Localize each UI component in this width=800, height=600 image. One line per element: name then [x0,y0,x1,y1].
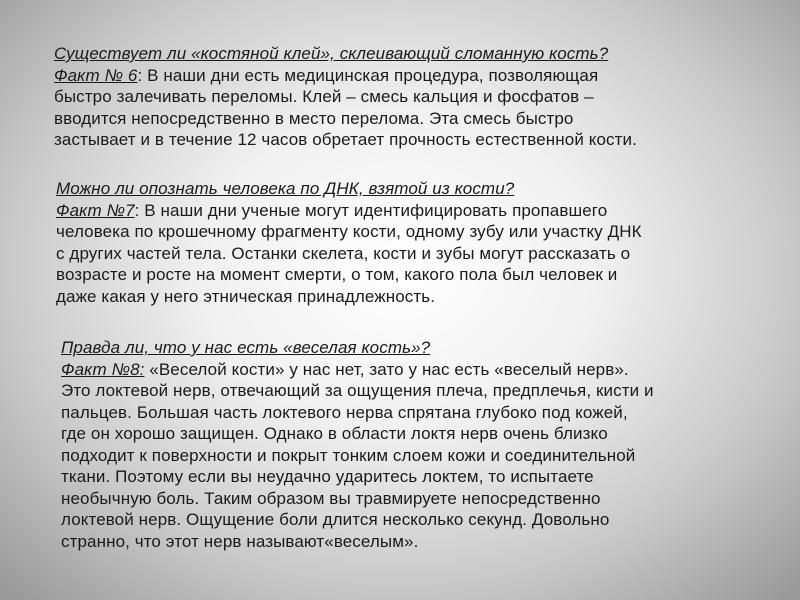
fact-6-line: вводится непосредственно в место перелома. Эта смесь быстро [54,108,574,128]
fact-8-first-text: «Веселой кости» у нас нет, зато у нас есть «веселый нерв». [144,359,629,379]
fact-8-line: где он хорошо защищен. Однако в области локтя нерв очень близко [61,424,608,443]
fact-7-line: с других частей тела. Останки скелета, кости и зубы могут рассказать о [56,243,631,263]
fact-7-question: Можно ли опознать человека по ДНК, взятой из кости? [56,179,515,198]
fact-6-first-text: : В наши дни есть медицинская процедура, позволяющая [137,65,599,85]
fact-8-line: странно, что этот нерв называют«веселым». [61,531,419,551]
fact-8-line: Это локтевой нерв, отвечающий за ощущения плеча, предплечья, кисти и [61,381,654,400]
fact-8-line: подходит к поверхности и покрыт тонким слоем кожи и соединительной [61,445,636,465]
fact-7-first-text: : В наши дни ученые могут идентифицировать пропавшего [134,200,608,220]
fact-6-line: застывает и в течение 12 часов обретает прочность естественной кости. [54,130,637,149]
fact-8-label: Факт №8: [61,359,145,379]
fact-7-first-line [56,200,746,222]
fact-6-block [54,43,744,151]
fact-8-first-line [61,359,751,381]
fact-8-line: локтевой нерв. Ощущение боли длится несколько секунд. Довольно [61,510,610,529]
fact-6-label: Факт № 6 [54,65,138,85]
fact-6-first-line [54,65,744,87]
fact-8-line: ткани. Поэтому если вы неудачно ударитесь локтем, то испытаете [61,467,594,486]
fact-8-block [61,337,751,552]
fact-6-line: быстро залечивать переломы. Клей – смесь кальция и фосфатов – [54,87,594,106]
fact-7-line: возрасте и росте на момент смерти, о том, какого пола был человек и [56,265,618,284]
fact-7-label: Факт №7 [56,200,135,220]
fact-7-line: даже какая у него этническая принадлежность. [56,286,436,306]
fact-7-block [56,178,746,307]
fact-7-line: человека по крошечному фрагменту кости, одному зубу или участку ДНК [56,222,642,241]
fact-6-question: Существует ли «костяной клей», склеивающий сломанную кость? [54,44,609,63]
fact-8-question: Правда ли, что у нас есть «веселая кость»? [61,338,431,357]
fact-8-line: пальцев. Большая часть локтевого нерва спрятана глубоко под кожей, [61,402,628,422]
fact-8-line: необычную боль. Таким образом вы травмируете непосредственно [61,488,601,508]
